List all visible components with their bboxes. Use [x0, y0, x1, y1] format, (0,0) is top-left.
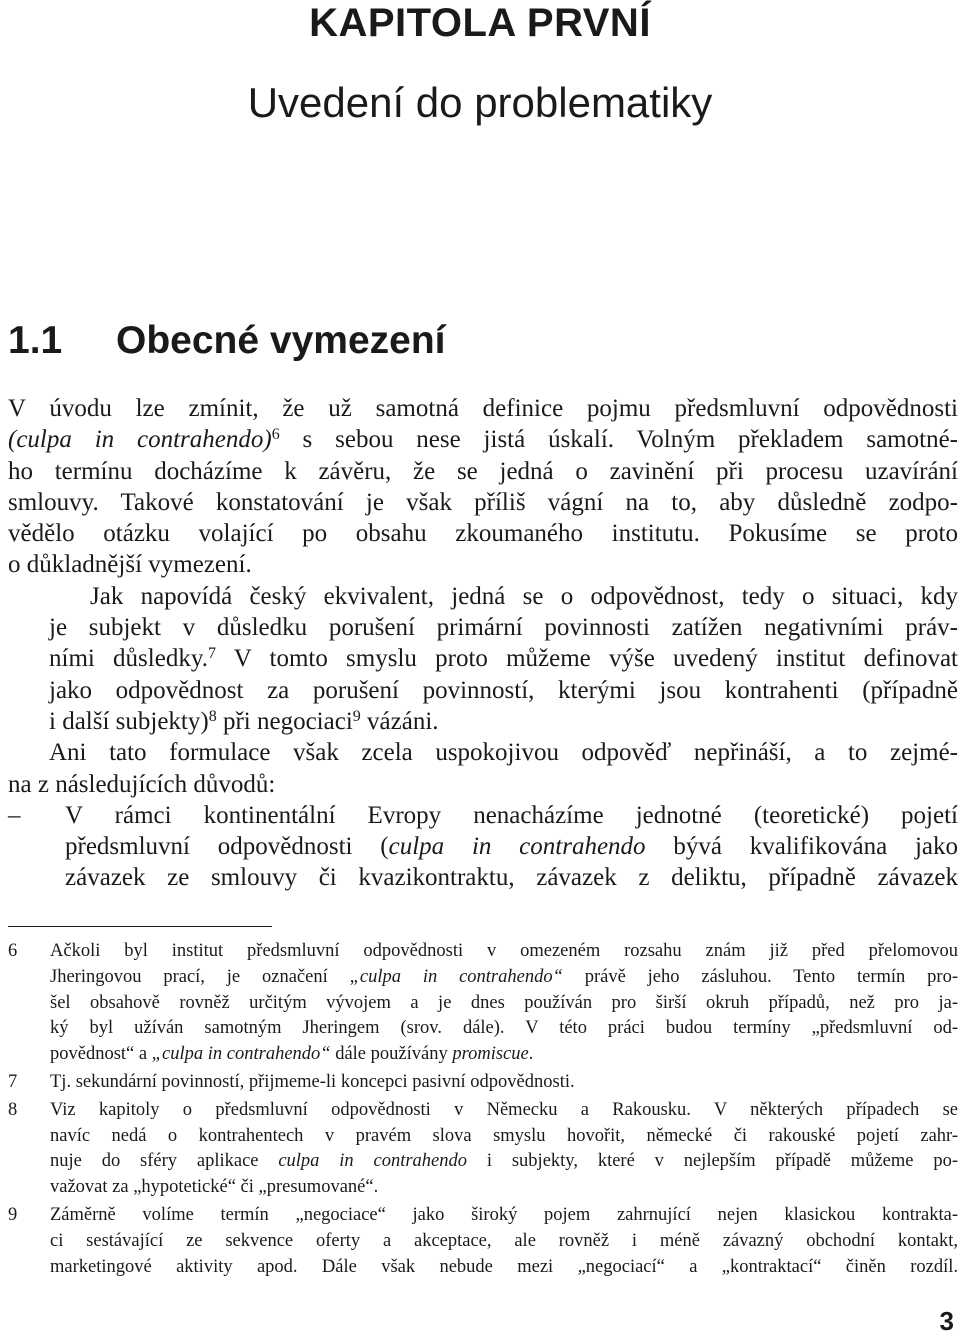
- footnote-separator: [8, 926, 272, 927]
- footnote-ref-6: 6: [271, 426, 280, 444]
- text-line: Viz kapitoly o předsmluvní odpovědnosti v Německu a Rakousku. V některých případech se: [50, 1099, 958, 1120]
- text-line: (culpa in contrahendo)$^6$ s sebou nese jistá úskalí. Volným překladem samotné-: [8, 426, 958, 454]
- text-line: jako odpovědnost za porušení povinností, kterými jsou kontrahenti (případně: [49, 676, 958, 704]
- text-line: Jak napovídá český ekvivalent, jedná se o odpovědnost, tedy o situaci, kdy: [90, 582, 958, 610]
- footnote-number: 9: [8, 1204, 18, 1225]
- footnote-number: 6: [8, 941, 18, 961]
- paragraph-2: [8, 581, 958, 737]
- footnote-number: 8: [8, 1099, 18, 1120]
- text-line: závazek ze smlouvy či kvazikontraktu, závazek z deliktu, případně závazek: [65, 864, 958, 892]
- text-line: i další subjekty)$^8$ při negociaci$^9$ vázáni.: [49, 707, 439, 735]
- text-line: ci sestávající ze sekvence oferty a akceptace, ale rovněž i méně závazný obchodní kontakt,: [50, 1230, 958, 1251]
- text-line: šel obsahově rovněž určitým vývojem a je dnes používán pro širší okruh případů, než pro ja-: [50, 992, 958, 1013]
- text-line: ho termínu docházíme k závěru, že se jedná o zavinění při procesu uzavírání: [8, 457, 958, 485]
- section-title: Obecné vymezení: [116, 319, 446, 362]
- text-line: Jheringovou prací, je označení „culpa in contrahendo“ právě jeho zásluhou. Tento termín pro-: [50, 966, 958, 987]
- paragraph-1: [8, 393, 958, 581]
- section-number: 1.1: [8, 319, 63, 362]
- section-heading: [8, 318, 445, 364]
- body-text: [8, 393, 958, 894]
- text-line: o důkladnější vymezení.: [8, 551, 252, 579]
- text-line: Záměrně volíme termín „negociace“ jako široký pojem zahrnující nejen klasickou kontrakta-: [50, 1204, 958, 1225]
- footnote-number: 7: [8, 1071, 18, 1092]
- text-line: V rámci kontinentální Evropy nenacházíme jednotné (teoretické) pojetí: [65, 801, 958, 829]
- chapter-label: KAPITOLA PRVNÍ: [309, 1, 651, 45]
- footnote-ref-8: 8: [208, 707, 217, 725]
- footnote-9: [8, 1203, 958, 1280]
- text-line: Ačkoli byl institut předsmluvní odpovědnosti v omezeném rozsahu znám již před přelomovou: [50, 941, 958, 961]
- text-line: V úvodu lze zmínit, že už samotná definice pojmu předsmluvní odpovědnosti: [8, 395, 958, 422]
- footnotes: [8, 939, 958, 1282]
- text-line: Ani tato formulace však zcela uspokojivou odpověď nepřináší, a to zejmé-: [49, 739, 958, 767]
- text-line: na z následujících důvodů:: [8, 770, 276, 798]
- text-line: ký byl užíván samotným Jheringem (srov. dále). V této práci budou termíny „předsmluvní od-: [50, 1018, 958, 1039]
- paragraph-3: [8, 737, 958, 800]
- text-line: Tj. sekundární povinností, přijmeme-li koncepci pasivní odpovědnosti.: [50, 1071, 575, 1092]
- text-line: předsmluvní odpovědnosti (culpa in contrahendo bývá kvalifikována jako: [65, 833, 959, 861]
- footnote-7: [8, 1070, 958, 1096]
- italic-term: culpa in contrahendo: [388, 833, 646, 861]
- text-line: nuje do sféry aplikace culpa in contrahendo i subjekty, které v nejlepším případě můžeme po-: [50, 1151, 958, 1172]
- list-item: [8, 800, 958, 894]
- text-line: važovat za „hypotetické“ či „presumované“.: [50, 1177, 379, 1198]
- list-dash: –: [8, 801, 21, 829]
- text-line: vědělo otázku volající po obsahu zkoumaného institutu. Pokusíme se proto: [8, 520, 958, 548]
- text-line: navíc nedá o kontrahentech v pravém slova smyslu hovořit, německé či rakouské pojetí zahr-: [50, 1125, 958, 1146]
- text-line: povědnost“ a „culpa in contrahendo“ dále používány promiscue.: [50, 1044, 534, 1065]
- text-line: ními důsledky.$^7$ V tomto smyslu proto můžeme výše uvedený institut definovat: [49, 645, 958, 673]
- footnote-ref-7: 7: [207, 645, 216, 663]
- chapter-title: Uvedení do problematiky: [247, 79, 713, 126]
- page-number: 3: [939, 1306, 954, 1336]
- footnote-8: [8, 1098, 958, 1201]
- text-line: marketingové aktivity apod. Dále však nebude mezi „negociací“ a „kontraktací“ činěn rozdíl.: [50, 1256, 958, 1277]
- footnote-6: [8, 939, 958, 1068]
- text-line: je subjekt v důsledku porušení primární povinnosti zatížen negativními práv-: [49, 614, 958, 642]
- text-line: smlouvy. Takové konstatování je však příliš vágní na to, aby důsledně zodpo-: [8, 488, 958, 516]
- italic-term: (culpa in contrahendo): [8, 426, 272, 454]
- footnote-ref-9: 9: [352, 707, 361, 725]
